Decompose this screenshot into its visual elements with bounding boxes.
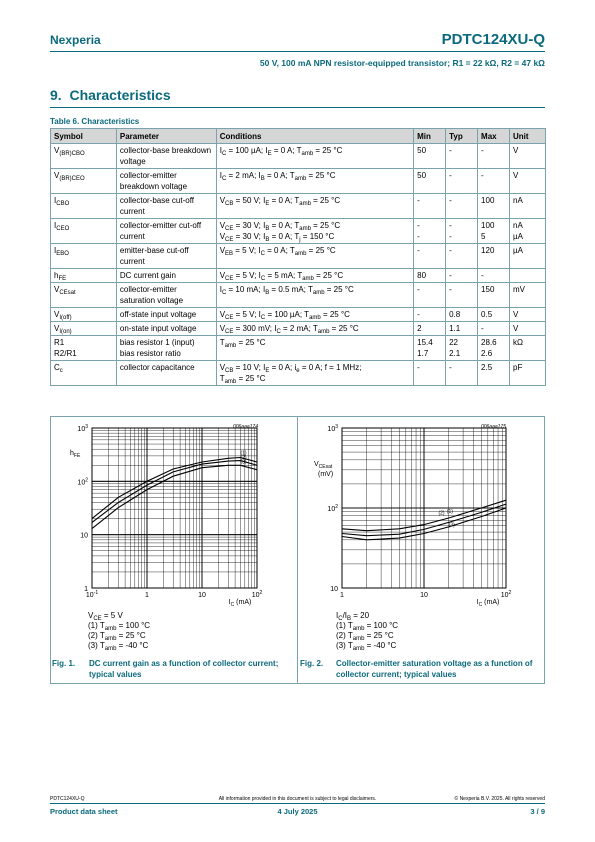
fig1-note: $V_{CE} = 5$ V (88, 611, 123, 622)
table-caption: Table 6. Characteristics (50, 117, 140, 126)
curve-label: (3) (448, 522, 455, 529)
header-rule (50, 51, 545, 52)
series-line-3 (92, 465, 257, 528)
fig1-note: (1) $T_{amb} = 100$ °C (88, 621, 151, 632)
fig2-note: $I_C/I_B = 20$ (336, 611, 370, 622)
fig2-id-label: 006aaa175 (480, 424, 506, 430)
curve-label: (1) (446, 508, 453, 515)
col-max: Max (478, 129, 510, 144)
x-tick-label: $10^2$ (500, 590, 512, 599)
footer-doc-type: Product data sheet (50, 807, 118, 816)
y-tick-label: 10 (80, 532, 88, 540)
table-row: $V_{I(off)}$ off-state input voltage $V_{CE} = 5$ V; $I_C = 100$ µA; $T_{amb} = 25$ °C - 0.8 0.5 V (51, 308, 546, 322)
fig1-y-title: $h_{FE}$ (70, 450, 81, 459)
fig1-note: (3) $T_{amb} = -40$ °C (88, 641, 149, 652)
table-header-row (51, 129, 546, 144)
fig1-x-title: $I_C$ (mA) (228, 599, 252, 608)
y-tick-label: $10^2$ (77, 477, 88, 487)
col-unit: Unit (510, 129, 546, 144)
series-line-2 (92, 461, 257, 523)
fig2-note: (3) $T_{amb} = -40$ °C (336, 641, 397, 652)
table-row: R1 R2/R1 bias resistor 1 (input) bias resistor ratio $T_{amb} = 25$ °C 15.4 1.7 22 2.1 28.6 2.6 kΩ (51, 336, 546, 361)
x-tick-label: $10^{-1}$ (85, 590, 99, 599)
col-min: Min (414, 129, 446, 144)
table-row: $V_{(BR)CEO}$ collector-emitter breakdown voltage $I_C = 2$ mA; $I_B = 0$ A; $T_{amb} = 25$ °C 50 - - V (51, 169, 546, 194)
brand-name: Nexperia (50, 33, 101, 47)
fig1-caption-num: Fig. 1. (52, 659, 76, 668)
section-rule (50, 107, 545, 108)
fig2-caption-num: Fig. 2. (300, 659, 324, 668)
table-row: $I_{EBO}$ emitter-base cut-off current $V_{EB} = 5$ V; $I_C = 0$ A; $T_{amb} = 25$ °C - - 120 µA (51, 244, 546, 269)
x-tick-label: 10 (420, 592, 428, 599)
y-tick-label: $10^3$ (77, 424, 88, 433)
x-tick-label: $10^2$ (251, 590, 263, 599)
footer-copyright: © Nexperia B.V. 2025. All rights reserved (454, 796, 545, 802)
y-tick-label: 10 (330, 586, 338, 593)
curve-label: (2) (438, 510, 445, 517)
table-row: $I_{CBO}$ collector-base cut-off current $V_{CB} = 50$ V; $I_E = 0$ A; $T_{amb} = 25$ °C - - 100 nA (51, 194, 546, 219)
x-tick-label: 1 (340, 592, 344, 599)
col-typ: Typ (446, 129, 478, 144)
y-tick-label: $10^2$ (327, 504, 338, 513)
col-parameter: Parameter (116, 129, 216, 144)
section-title: 9. Characteristics (50, 87, 171, 103)
col-symbol: Symbol (51, 129, 117, 144)
table-row: $V_{I(on)}$ on-state input voltage $V_{CE} = 300$ mV; $I_C = 2$ mA; $T_{amb} = 25$ °C 2 1.1 - V (51, 322, 546, 336)
fig2-x-title: $I_C$ (mA) (476, 599, 500, 608)
document-subtitle: 50 V, 100 mA NPN resistor-equipped transistor; R1 = 22 kΩ, R2 = 47 kΩ (259, 58, 545, 68)
fig2-chart (298, 418, 544, 608)
fig2-note: (2) $T_{amb} = 25$ °C (336, 631, 394, 642)
table-row: $V_{(BR)CBO}$ collector-base breakdown voltage $I_C = 100$ µA; $I_E = 0$ A; $T_{amb} = 25$ °C 50 - - V (51, 144, 546, 169)
fig1-caption: DC current gain as a function of collector current; typical values (89, 659, 279, 679)
curve-label: (1) (240, 450, 247, 457)
x-tick-label: 10 (198, 592, 206, 599)
fig1-grid (92, 428, 257, 588)
fig2-y-title: $V_{CEsat}$ (314, 461, 333, 470)
table-row: $V_{CEsat}$ collector-emitter saturation voltage $I_C = 10$ mA; $I_B = 0.5$ mA; $T_{amb} = 25$ °C - - 150 mV (51, 283, 546, 308)
y-tick-label: 1 (84, 586, 88, 593)
fig2-note: (1) $T_{amb} = 100$ °C (336, 621, 399, 632)
fig1-id-label: 006aaa174 (232, 424, 258, 430)
characteristics-table (50, 128, 546, 386)
fig2-y-unit: (mV) (318, 471, 334, 478)
footer-page: 3 / 9 (530, 807, 545, 816)
footer-rule (50, 803, 545, 804)
col-conditions: Conditions (216, 129, 413, 144)
curve-label: (3) (240, 459, 247, 466)
table-row: $h_{FE}$ DC current gain $V_{CE} = 5$ V; $I_C = 5$ mA; $T_{amb} = 25$ °C 80 - - (51, 269, 546, 283)
fig1-notes (88, 611, 150, 651)
fig1-plot-frame (92, 428, 257, 588)
y-tick-label: $10^3$ (327, 424, 338, 433)
x-tick-label: 1 (145, 592, 149, 599)
table-row: $C_c$ collector capacitance $V_{CB} = 10$ V; $I_E = 0$ A; $i_e = 0$ A; f = 1 MHz; $T_{amb} = 25$ °C - - 2.5 pF (51, 361, 546, 386)
footer-doc-id: PDTC124XU-Q (50, 796, 85, 802)
curve-label: (2) (240, 454, 247, 461)
fig1-chart (50, 418, 295, 608)
fig1-note: (2) $T_{amb} = 25$ °C (88, 631, 146, 642)
fig2-caption: Collector-emitter saturation voltage as a function of collector current; typical values (336, 659, 533, 679)
fig2-notes (336, 611, 398, 651)
footer-legal: All information provided in this document is subject to legal disclaimers. (218, 796, 377, 802)
footer-date: 4 July 2025 (277, 807, 318, 816)
table-row: $I_{CEO}$ collector-emitter cut-off current $V_{CE} = 30$ V; $I_B = 0$ A; $T_{amb} = 25$ °C $V_{CE} = 30$ V; $I_B = 0$ A; $T_j = 150$ °C - - - - 100 5 nA µA (51, 219, 546, 244)
document-title: PDTC124XU-Q (441, 31, 545, 48)
